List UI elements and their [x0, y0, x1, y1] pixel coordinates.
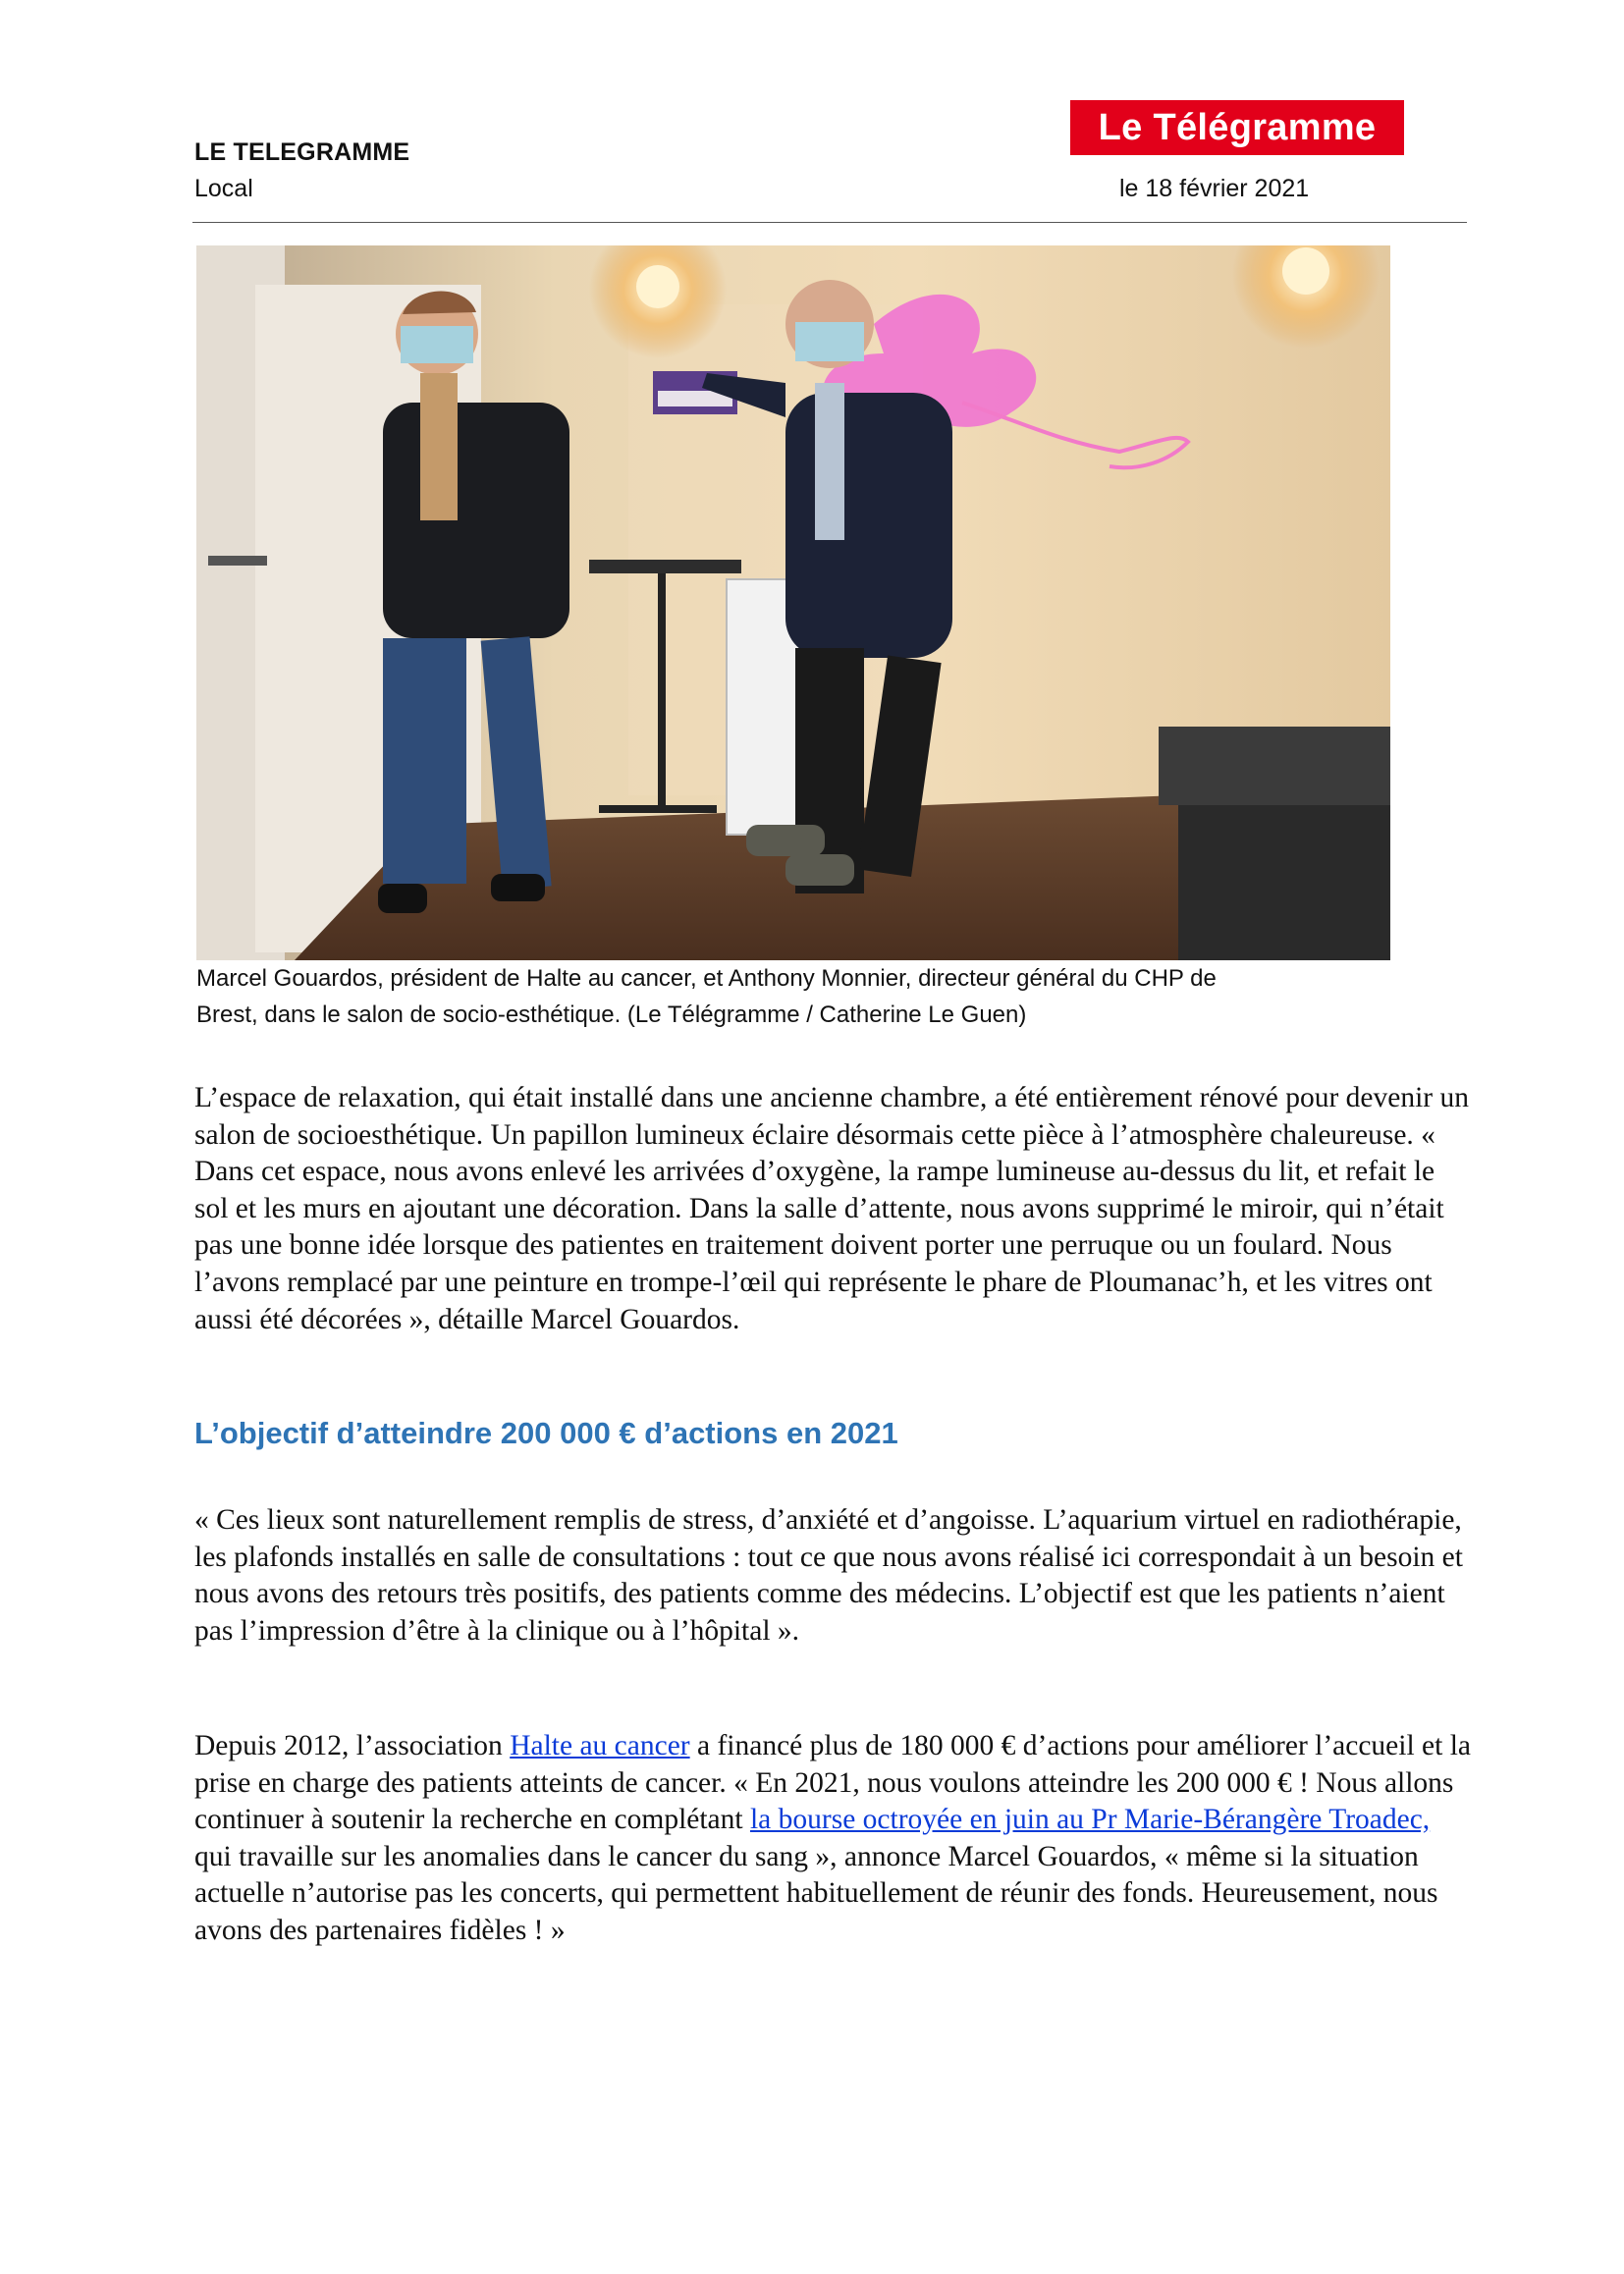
halte-au-cancer-link[interactable]: Halte au cancer	[510, 1730, 690, 1761]
publication-logo: Le Télégramme	[1070, 100, 1404, 155]
bourse-troadec-link[interactable]: la bourse octroyée en juin au Pr Marie-Bérangère Troadec,	[749, 1804, 1431, 1836]
caption-line-1: Marcel Gouardos, président de Halte au cancer, et Anthony Monnier, directeur général du CHP de	[196, 965, 1217, 992]
article-subheading: L’objectif d’atteindre 200 000 € d’actions en 2021	[194, 1416, 898, 1450]
p3-text-3: qui travaille sur les anomalies dans le cancer du sang », annonce Marcel Gouardos, « même si la situation actuelle n’autorise pas les concerts, qui permettent habituellement de réunir des fonds. Heureusement, nous avons des partenaires fidèles ! »	[194, 1840, 1438, 1946]
article-paragraph-2: « Ces lieux sont naturellement remplis de stress, d’anxiété et d’angoisse. L’aquarium virtuel en radiothérapie, les plafonds installés en salle de consultations : tout ce que nous avons réalisé ici correspondait à un besoin et nous avons des retours très positifs, des patients comme des médecins. L’objectif est que les patients n’aient pas l’impression d’être à la clinique ou à l’hôpital ».	[194, 1504, 1463, 1647]
publication-name: LE TELEGRAMME	[194, 138, 410, 166]
header-left	[194, 135, 409, 206]
caption-line-2: Brest, dans le salon de socio-esthétique. (Le Télégramme / Catherine Le Guen)	[196, 1002, 1027, 1028]
p3-text-2: a financé plus de 180 000 € d’actions pour améliorer l’accueil et la prise en charge des patients atteints de cancer. « En 2021, nous voulons atteindre les 200 000 € ! Nous allons continuer à soutenir la recherche en complétant	[194, 1730, 1472, 1836]
header-divider	[192, 222, 1467, 223]
photo-caption	[196, 960, 1424, 1033]
article-paragraph-1: L’espace de relaxation, qui était installé dans une ancienne chambre, a été entièrement rénové pour devenir un salon de socioesthétique. Un papillon lumineux éclaire désormais cette pièce à l’atmosphère chaleureuse. « Dans cet espace, nous avons enlevé les arrivées d’oxygène, la rampe lumineuse au-dessus du lit, et refait le sol et les murs en ajoutant une décoration. Dans la salle d’attente, nous avons supprimé le miroir, qui n’était pas une bonne idée lorsque des patientes en traitement doivent porter une perruque ou un foulard. Nous l’avons remplacé par une peinture en trompe-l’œil qui représente le phare de Ploumanac’h, et les vitres ont aussi été décorées », détaille Marcel Gouardos.	[194, 1082, 1469, 1335]
publication-date: le 18 février 2021	[1119, 175, 1310, 202]
p3-text-1: Depuis 2012, l’association	[194, 1730, 511, 1761]
section-name: Local	[194, 175, 253, 202]
article-paragraph-3	[194, 1728, 1471, 1950]
article-photo	[196, 245, 1390, 960]
photo-illustration	[196, 245, 1390, 960]
